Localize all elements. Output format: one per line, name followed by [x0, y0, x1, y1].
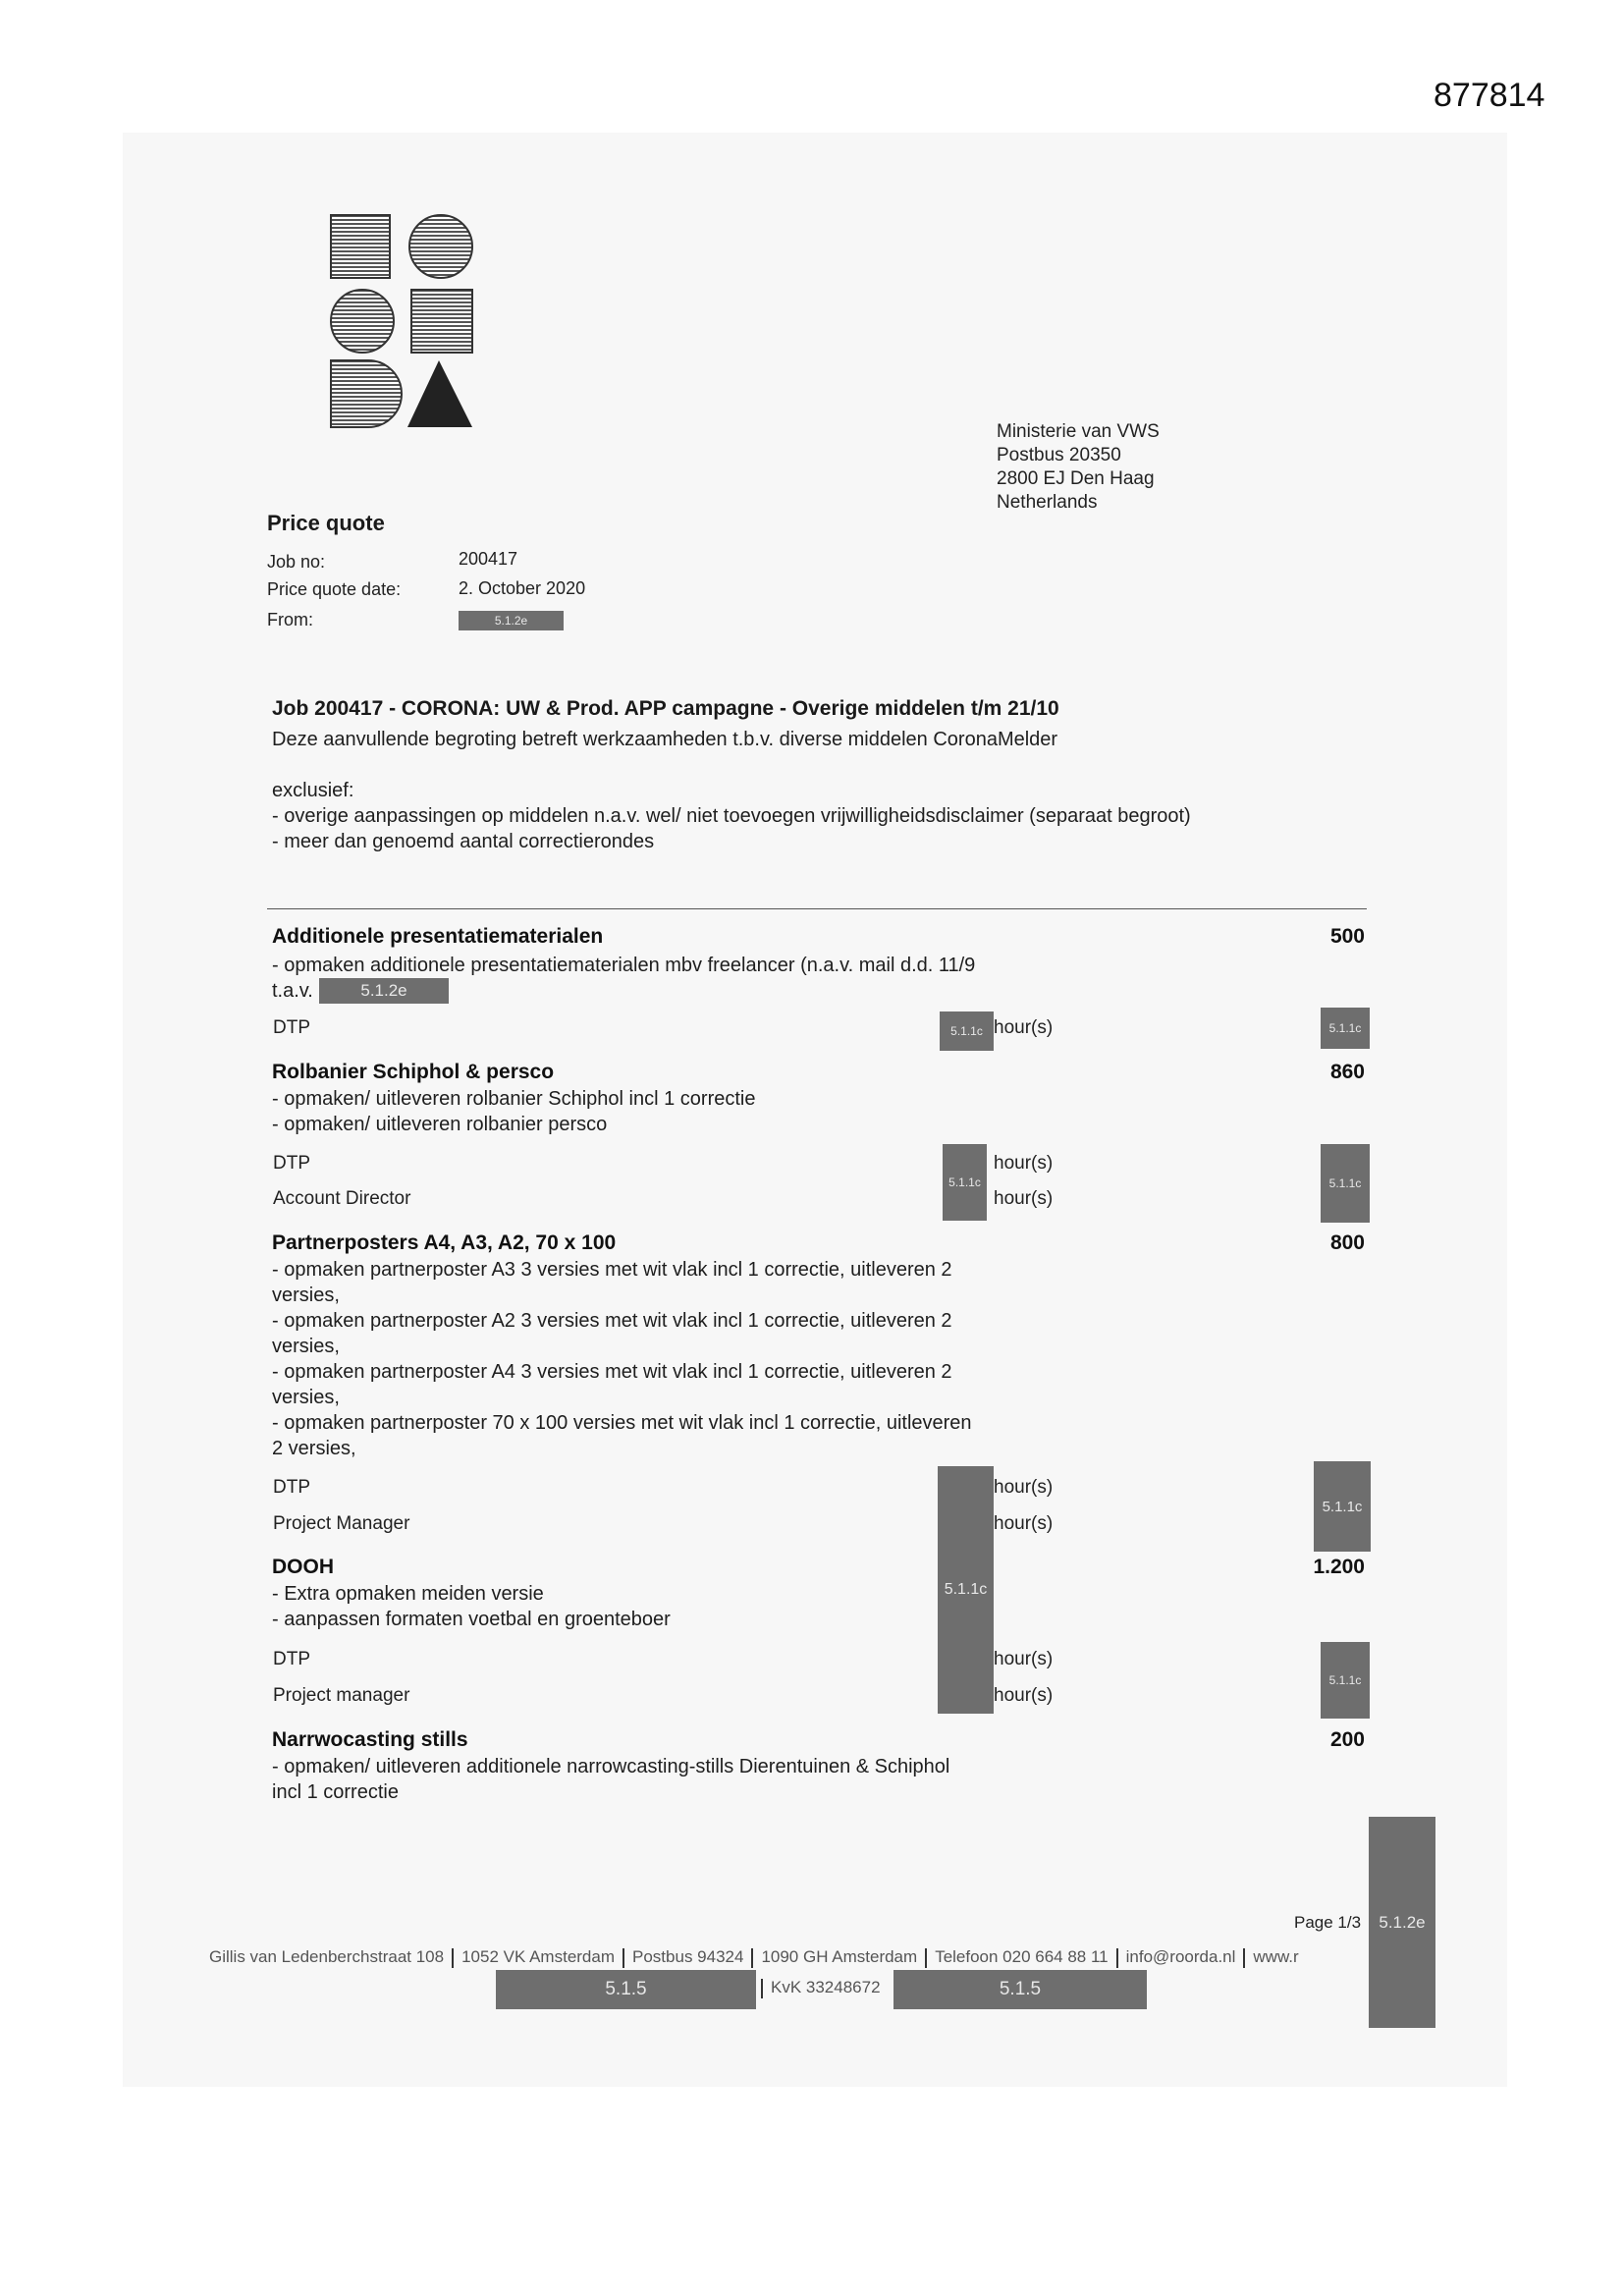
item-title: Partnerposters A4, A3, A2, 70 x 100 — [272, 1231, 617, 1254]
recipient-line: Ministerie van VWS — [997, 421, 1160, 442]
quote-date-value: 2. October 2020 — [459, 578, 586, 598]
item-amount: 1.200 — [1313, 1556, 1365, 1578]
row-label: DTP — [273, 1477, 310, 1498]
exclusion-item: - overige aanpassingen op middelen n.a.v. wel/ niet toevoegen vrijwilligheidsdisclaimer (separaat begroot) — [272, 805, 1191, 827]
item-desc-line: versies, — [272, 1285, 340, 1306]
item-desc-line: t.a.v. — [272, 980, 313, 1002]
item-desc-line: - opmaken/ uitleveren rolbanier persco — [272, 1114, 608, 1135]
job-no-label: Job no: — [267, 552, 326, 572]
item-amount: 800 — [1329, 1231, 1365, 1254]
footer-part: Gillis van Ledenberchstraat 108 — [209, 1947, 445, 1966]
row-unit: hour(s) — [994, 1477, 1054, 1498]
footer-part: info@roorda.nl — [1125, 1947, 1236, 1966]
item-desc-line: - opmaken partnerposter A4 3 versies met wit vlak incl 1 correctie, uitleveren 2 — [272, 1361, 952, 1383]
redaction-box: 5.1.2e — [1369, 1817, 1435, 2028]
redaction-box: 5.1.1c — [938, 1466, 994, 1714]
row-unit: hour(s) — [994, 1188, 1054, 1209]
item-title: Narrwocasting stills — [272, 1728, 468, 1751]
recipient-line: 2800 EJ Den Haag — [997, 468, 1155, 489]
row-label: Project Manager — [273, 1513, 410, 1534]
row-unit: hour(s) — [994, 1649, 1054, 1669]
redaction-box: 5.1.1c — [940, 1011, 994, 1051]
item-desc-line: versies, — [272, 1387, 340, 1408]
row-unit: hour(s) — [994, 1513, 1054, 1534]
footer-part: www.r — [1253, 1947, 1299, 1966]
roorda-logo — [329, 211, 476, 432]
footer-address — [209, 1947, 1299, 1968]
item-amount: 500 — [1329, 925, 1365, 948]
item-title: Additionele presentatiematerialen — [272, 925, 604, 948]
from-label: From: — [267, 610, 313, 629]
row-label: Account Director — [273, 1188, 411, 1209]
item-desc-line: - opmaken partnerposter A2 3 versies met wit vlak incl 1 correctie, uitleveren 2 — [272, 1310, 952, 1332]
redaction-box: 5.1.1c — [1321, 1008, 1370, 1049]
exclusion-item: - meer dan genoemd aantal correctierondes — [272, 831, 655, 852]
footer-part: Postbus 94324 — [632, 1947, 744, 1966]
item-amount: 860 — [1329, 1061, 1365, 1083]
item-desc-line: - Extra opmaken meiden versie — [272, 1583, 544, 1605]
item-desc-line: - opmaken partnerposter 70 x 100 versies met wit vlak incl 1 correctie, uitleveren — [272, 1412, 972, 1434]
item-title: Rolbanier Schiphol & persco — [272, 1061, 555, 1083]
redaction-box: 5.1.2e — [459, 611, 564, 630]
job-no-value: 200417 — [459, 549, 518, 569]
redaction-box: 5.1.1c — [1321, 1144, 1370, 1223]
redaction-box: 5.1.1c — [1321, 1642, 1370, 1719]
item-desc-line: - opmaken additionele presentatiematerialen mbv freelancer (n.a.v. mail d.d. 11/9 — [272, 955, 976, 976]
exclusions-label: exclusief: — [272, 780, 354, 801]
job-description: Deze aanvullende begroting betreft werkzaamheden t.b.v. diverse middelen CoronaMelder — [272, 729, 1058, 750]
row-label: DTP — [273, 1649, 310, 1669]
footer-part: 1090 GH Amsterdam — [761, 1947, 918, 1966]
item-title: DOOH — [272, 1556, 334, 1578]
quote-date-label: Price quote date: — [267, 579, 402, 599]
recipient-line: Postbus 20350 — [997, 445, 1121, 465]
item-amount: 200 — [1329, 1728, 1365, 1751]
item-desc-line: - opmaken/ uitleveren rolbanier Schiphol incl 1 correctie — [272, 1088, 756, 1110]
redaction-box: 5.1.5 — [893, 1970, 1147, 2009]
quote-title: Price quote — [267, 511, 385, 535]
redaction-box: 5.1.5 — [496, 1970, 756, 2009]
divider — [267, 908, 1367, 909]
row-unit: hour(s) — [994, 1685, 1054, 1706]
job-title: Job 200417 - CORONA: UW & Prod. APP campagne - Overige middelen t/m 21/10 — [272, 697, 1059, 720]
item-desc-line: 2 versies, — [272, 1438, 356, 1459]
recipient-line: Netherlands — [997, 492, 1098, 513]
row-label: DTP — [273, 1153, 310, 1174]
redaction-box: 5.1.2e — [319, 978, 449, 1004]
item-desc-line: - opmaken/ uitleveren additionele narrowcasting-stills Dierentuinen & Schiphol — [272, 1756, 950, 1777]
row-label: DTP — [273, 1017, 310, 1038]
row-unit: hour(s) — [994, 1017, 1054, 1038]
row-label: Project manager — [273, 1685, 410, 1706]
row-unit: hour(s) — [994, 1153, 1054, 1174]
footer-kvk — [761, 1978, 881, 1998]
footer-part: Telefoon 020 664 88 11 — [935, 1947, 1109, 1966]
item-desc-line: - opmaken partnerposter A3 3 versies met wit vlak incl 1 correctie, uitleveren 2 — [272, 1259, 952, 1281]
footer-part: 1052 VK Amsterdam — [461, 1947, 616, 1966]
document-id: 877814 — [1434, 77, 1545, 114]
item-desc-line: - aanpassen formaten voetbal en groenteboer — [272, 1609, 671, 1630]
recipient-address — [997, 420, 1160, 515]
kvk-number: KvK 33248672 — [771, 1978, 881, 1996]
redaction-box: 5.1.1c — [943, 1144, 987, 1221]
page-number: Page 1/3 — [1294, 1913, 1362, 1932]
redaction-box: 5.1.1c — [1314, 1461, 1371, 1552]
item-desc-line: versies, — [272, 1336, 340, 1357]
item-desc-line: incl 1 correctie — [272, 1781, 399, 1803]
